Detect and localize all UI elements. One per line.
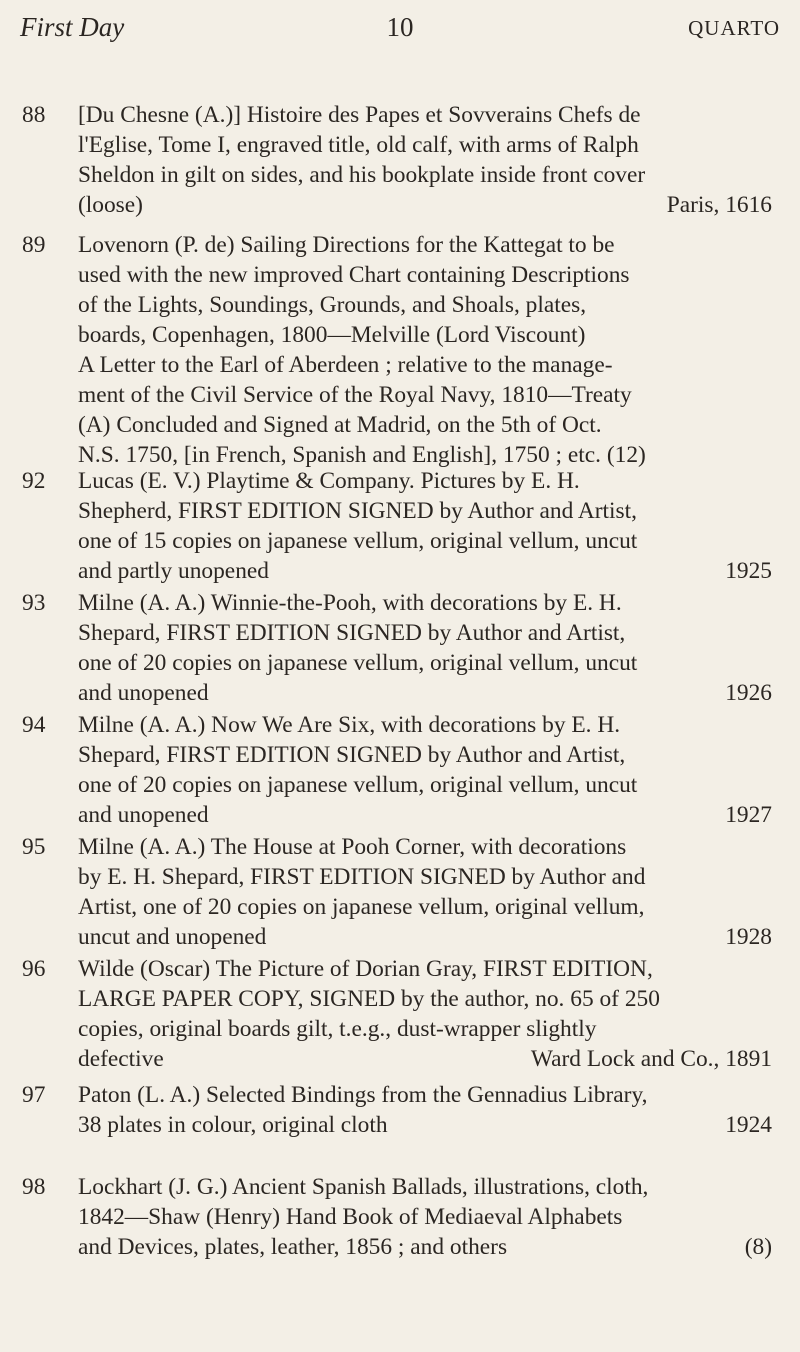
description-line: defective Ward Lock and Co., 1891 bbox=[78, 1046, 772, 1072]
page-number: 10 bbox=[386, 12, 414, 42]
lot-number: 89 bbox=[22, 232, 46, 258]
day-heading: First Day bbox=[20, 12, 125, 42]
description-line: of the Lights, Soundings, Grounds, and Shoals, plates, bbox=[78, 292, 587, 318]
description-line: Shepard, FIRST EDITION SIGNED by Author and Artist, bbox=[78, 742, 626, 768]
description-line: (A) Concluded and Signed at Madrid, on the 5th of Oct. bbox=[78, 412, 602, 438]
lot-description bbox=[78, 588, 772, 708]
catalogue-entry bbox=[22, 588, 772, 708]
catalogue-entry bbox=[22, 710, 772, 830]
description-line: l'Eglise, Tome I, engraved title, old calf, with arms of Ralph bbox=[78, 132, 639, 158]
lot-number: 88 bbox=[22, 102, 46, 128]
lot-number: 93 bbox=[22, 590, 46, 616]
lot-date: 1924 bbox=[725, 1112, 772, 1138]
description-line: 1842—Shaw (Henry) Hand Book of Mediaeval Alphabets bbox=[78, 1204, 623, 1230]
catalogue-entry bbox=[22, 466, 772, 586]
catalogue-entry bbox=[22, 1172, 772, 1262]
lot-description bbox=[78, 100, 772, 220]
description-line: and unopened 1927 bbox=[78, 802, 772, 828]
lot-date: (8) bbox=[744, 1234, 772, 1260]
lot-description bbox=[78, 1172, 772, 1262]
lot-description bbox=[78, 1080, 772, 1140]
description-line: ment of the Civil Service of the Royal Navy, 1810—Treaty bbox=[78, 382, 632, 408]
description-line: Shepherd, FIRST EDITION SIGNED by Author and Artist, bbox=[78, 498, 637, 524]
description-line: and Devices, plates, leather, 1856 ; and others (8) bbox=[78, 1234, 772, 1260]
description-line: Milne (A. A.) The House at Pooh Corner, with decorations bbox=[78, 834, 627, 860]
description-line: one of 20 copies on japanese vellum, original vellum, uncut bbox=[78, 772, 638, 798]
page-header bbox=[20, 6, 780, 50]
description-line: and unopened 1926 bbox=[78, 680, 772, 706]
description-line: one of 15 copies on japanese vellum, original vellum, uncut bbox=[78, 528, 638, 554]
description-line: [Du Chesne (A.)] Histoire des Papes et Sovverains Chefs de bbox=[78, 102, 641, 128]
description-line: Artist, one of 20 copies on japanese vellum, original vellum, bbox=[78, 894, 645, 920]
lot-description bbox=[78, 954, 772, 1074]
lot-number: 94 bbox=[22, 712, 46, 738]
lot-description bbox=[78, 710, 772, 830]
catalogue-entry bbox=[22, 1080, 772, 1140]
description-line: Shepard, FIRST EDITION SIGNED by Author and Artist, bbox=[78, 620, 626, 646]
description-line: Paton (L. A.) Selected Bindings from the Gennadius Library, bbox=[78, 1082, 648, 1108]
description-line: LARGE PAPER COPY, SIGNED by the author, no. 65 of 250 bbox=[78, 986, 660, 1012]
description-line: Lockhart (J. G.) Ancient Spanish Ballads, illustrations, cloth, bbox=[78, 1174, 649, 1200]
description-line: 38 plates in colour, original cloth 1924 bbox=[78, 1112, 772, 1138]
description-line: uncut and unopened 1928 bbox=[78, 924, 772, 950]
description-line: Milne (A. A.) Winnie-the-Pooh, with decorations by E. H. bbox=[78, 590, 622, 616]
description-line: Lovenorn (P. de) Sailing Directions for the Kattegat to be bbox=[78, 232, 615, 258]
description-line: one of 20 copies on japanese vellum, original vellum, uncut bbox=[78, 650, 638, 676]
description-line: N.S. 1750, [in French, Spanish and English], 1750 ; etc. (12) bbox=[78, 442, 646, 468]
lot-date: 1925 bbox=[725, 558, 772, 584]
catalogue-entry bbox=[22, 954, 772, 1074]
catalogue-entry bbox=[22, 832, 772, 952]
catalogue-entry bbox=[22, 230, 772, 470]
description-line: Lucas (E. V.) Playtime & Company. Pictures by E. H. bbox=[78, 468, 580, 494]
description-line: Milne (A. A.) Now We Are Six, with decorations by E. H. bbox=[78, 712, 621, 738]
lot-number: 98 bbox=[22, 1174, 46, 1200]
lot-date: Paris, 1616 bbox=[666, 192, 772, 218]
description-line: copies, original boards gilt, t.e.g., dust-wrapper slightly bbox=[78, 1016, 597, 1042]
lot-date: 1926 bbox=[725, 680, 772, 706]
format-heading: QUARTO bbox=[688, 16, 780, 40]
lot-description bbox=[78, 230, 772, 470]
description-line: Wilde (Oscar) The Picture of Dorian Gray, FIRST EDITION, bbox=[78, 956, 653, 982]
description-line: and partly unopened 1925 bbox=[78, 558, 772, 584]
lot-number: 92 bbox=[22, 468, 46, 494]
lot-number: 97 bbox=[22, 1082, 46, 1108]
description-line: used with the new improved Chart containing Descriptions bbox=[78, 262, 630, 288]
description-line: (loose) Paris, 1616 bbox=[78, 192, 772, 218]
description-line: Sheldon in gilt on sides, and his bookplate inside front cover bbox=[78, 162, 646, 188]
lot-date: 1927 bbox=[725, 802, 772, 828]
lot-date: 1928 bbox=[725, 924, 772, 950]
lot-date: Ward Lock and Co., 1891 bbox=[530, 1046, 772, 1072]
catalogue-entry bbox=[22, 100, 772, 220]
lot-description bbox=[78, 466, 772, 586]
lot-number: 95 bbox=[22, 834, 46, 860]
lot-number: 96 bbox=[22, 956, 46, 982]
description-line: boards, Copenhagen, 1800—Melville (Lord Viscount) bbox=[78, 322, 586, 348]
lot-description bbox=[78, 832, 772, 952]
description-line: by E. H. Shepard, FIRST EDITION SIGNED by Author and bbox=[78, 864, 646, 890]
description-line: A Letter to the Earl of Aberdeen ; relative to the manage- bbox=[78, 352, 613, 378]
